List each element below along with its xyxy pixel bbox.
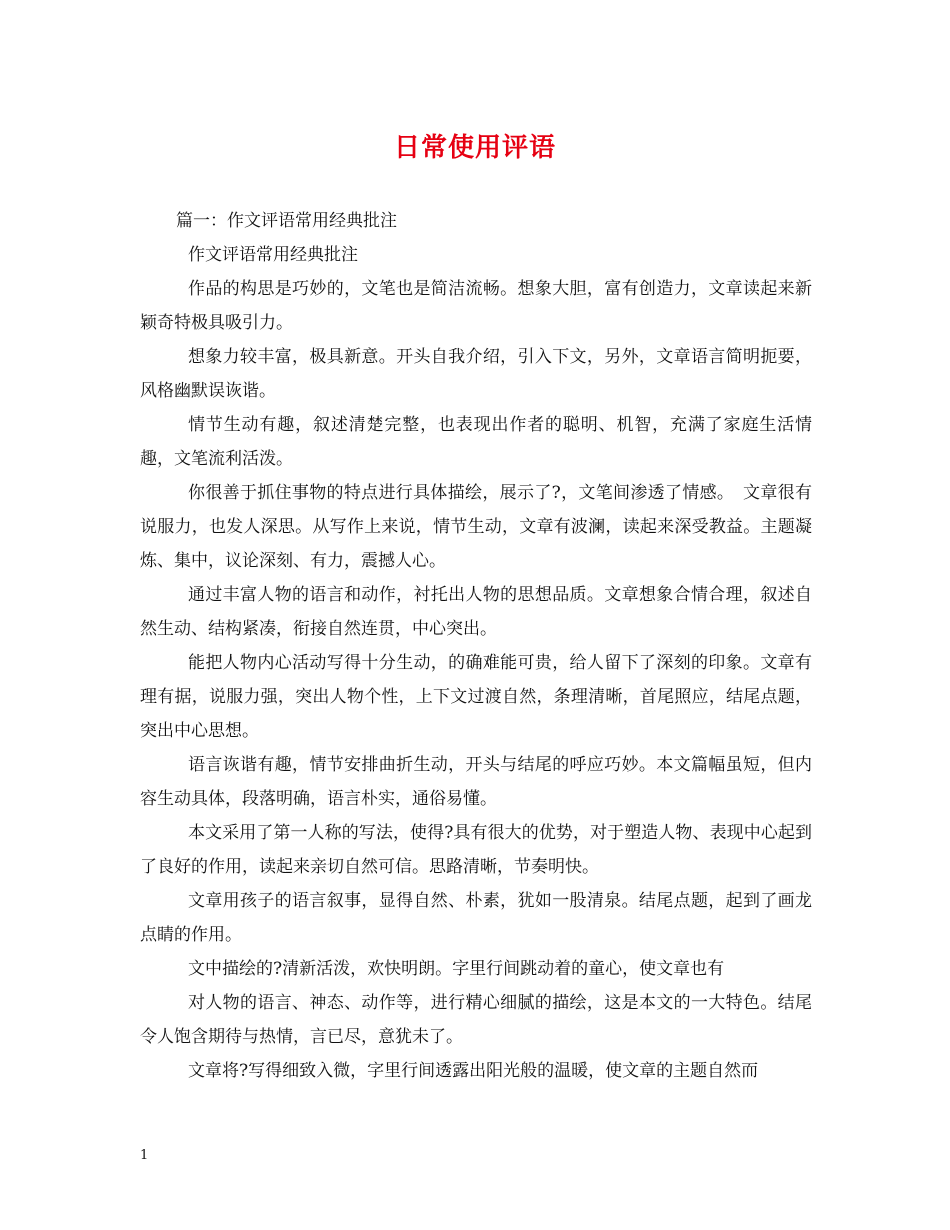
paragraph: 本文采用了第一人称的写法，使得?具有很大的优势，对于塑造人物、表现中心起到了良好的作用，读起来亲切自然可信。思路清晰，节奏明快。 [140, 823, 812, 877]
paragraph: 情节生动有趣，叙述清楚完整，也表现出作者的聪明、机智，充满了家庭生活情趣，文笔流利活泼。 [140, 415, 812, 469]
paragraph: 对人物的语言、神态、动作等，进行精心细腻的描绘，这是本文的一大特色。结尾令人饱含期待与热情，言已尽，意犹未了。 [140, 993, 812, 1047]
paragraph: 想象力较丰富，极具新意。开头自我介绍，引入下文，另外，文章语言简明扼要，风格幽默误诙谐。 [140, 347, 812, 401]
page-number: 1 [140, 1148, 149, 1163]
paragraph: 文章用孩子的语言叙事，显得自然、朴素，犹如一股清泉。结尾点题，起到了画龙点睛的作用。 [140, 891, 812, 945]
document-title: 日常使用评语 [393, 133, 556, 163]
document-body [140, 204, 812, 1088]
subheading: 作文评语常用经典批注 [188, 245, 358, 265]
paragraph: 语言诙谐有趣，情节安排曲折生动，开头与结尾的呼应巧妙。本文篇幅虽短，但内容生动具体，段落明确，语言朴实，通俗易懂。 [140, 755, 812, 809]
paragraph: 能把人物内心活动写得十分生动，的确难能可贵，给人留下了深刻的印象。文章有理有据，说服力强，突出人物个性，上下文过渡自然，条理清晰，首尾照应，结尾点题，突出中心思想。 [140, 653, 812, 741]
section-heading: 篇一：作文评语常用经典批注 [176, 211, 397, 231]
paragraph: 文中描绘的?清新活泼，欢快明朗。字里行间跳动着的童心，使文章也有 [188, 959, 725, 979]
paragraph: 作品的构思是巧妙的，文笔也是简洁流畅。想象大胆，富有创造力，文章读起来新颖奇特极具吸引力。 [140, 279, 812, 333]
paragraph: 通过丰富人物的语言和动作，衬托出人物的思想品质。文章想象合情合理，叙述自然生动、结构紧凑，衔接自然连贯，中心突出。 [140, 585, 812, 639]
paragraph: 你很善于抓住事物的特点进行具体描绘，展示了?，文笔间渗透了情感。 文章很有说服力，也发人深思。从写作上来说，情节生动，文章有波澜，读起来深受教益。主题凝炼、集中，议论深刻、有力，震撼人心。 [140, 483, 812, 571]
paragraph: 文章将?写得细致入微，字里行间透露出阳光般的温暖，使文章的主题自然而 [188, 1061, 759, 1081]
